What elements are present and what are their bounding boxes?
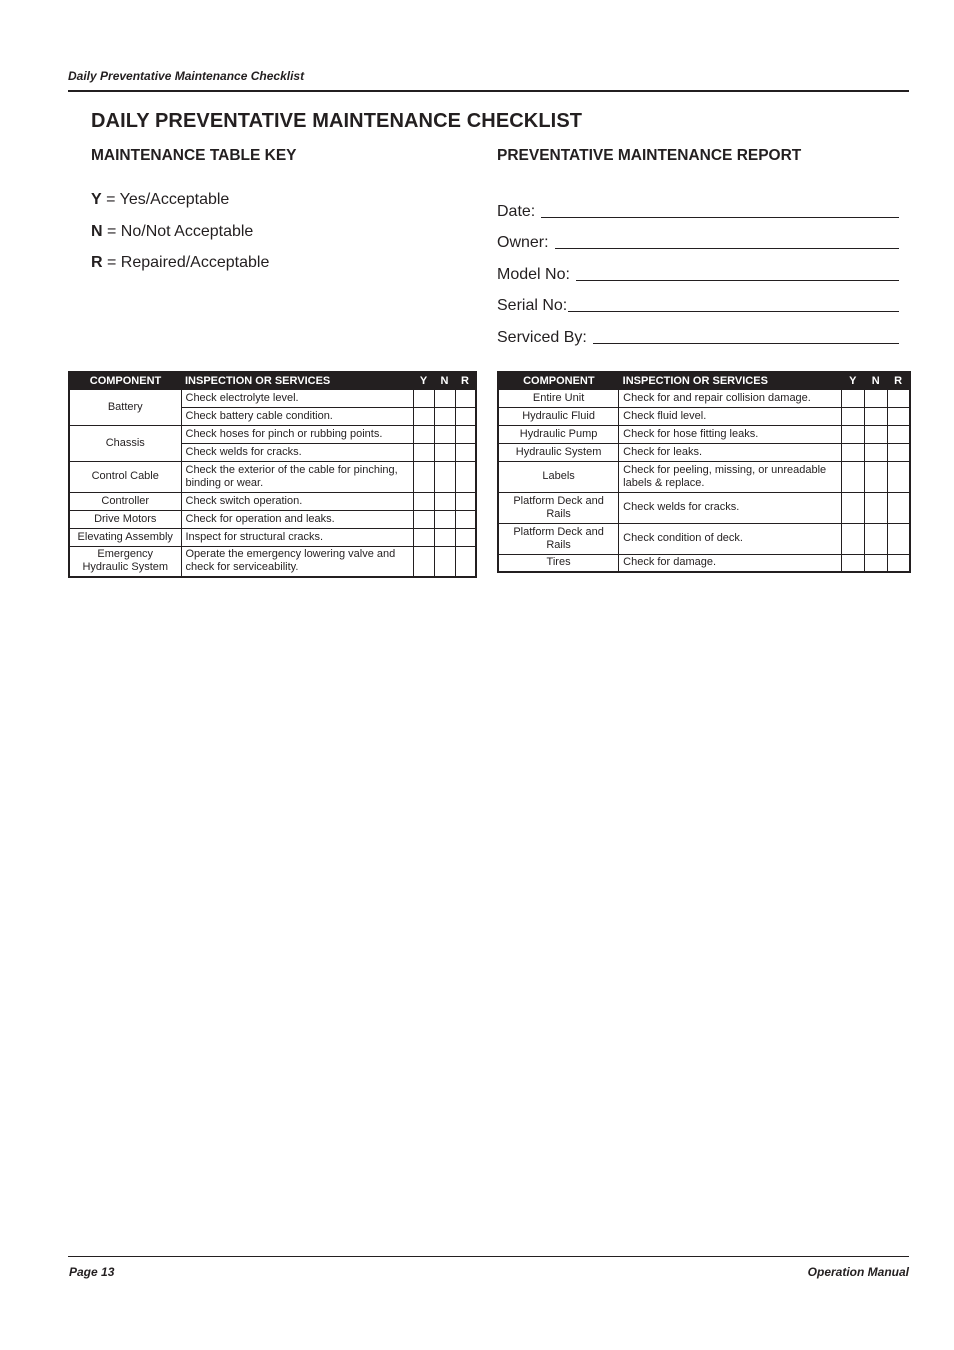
manual-title: Operation Manual bbox=[807, 1265, 909, 1279]
table-row: Entire Unit Check for and repair collision damage. bbox=[498, 389, 910, 407]
checkbox-n[interactable] bbox=[864, 523, 887, 554]
checkbox-y[interactable] bbox=[841, 523, 864, 554]
checkbox-r[interactable] bbox=[887, 389, 910, 407]
report-fields bbox=[497, 190, 899, 348]
checkbox-r[interactable] bbox=[887, 443, 910, 461]
table-row: Battery Check electrolyte level. bbox=[69, 389, 476, 407]
checkbox-y[interactable] bbox=[841, 443, 864, 461]
checkbox-y[interactable] bbox=[841, 492, 864, 523]
checkbox-n[interactable] bbox=[434, 407, 455, 425]
key-item-n: N = No/Not Acceptable bbox=[91, 222, 254, 240]
table-row: Tires Check for damage. bbox=[498, 554, 910, 572]
checkbox-n[interactable] bbox=[434, 425, 455, 443]
checkbox-y[interactable] bbox=[841, 407, 864, 425]
running-header: Daily Preventative Maintenance Checklist bbox=[68, 69, 305, 83]
checkbox-r[interactable] bbox=[455, 461, 476, 492]
checkbox-y[interactable] bbox=[841, 425, 864, 443]
table-row: Hydraulic System Check for leaks. bbox=[498, 443, 910, 461]
table-row: Elevating Assembly Inspect for structural cracks. bbox=[69, 528, 476, 546]
checkbox-n[interactable] bbox=[434, 443, 455, 461]
checkbox-y[interactable] bbox=[413, 546, 434, 577]
serviced-by-field[interactable]: Serviced By: bbox=[497, 316, 899, 348]
checkbox-y[interactable] bbox=[413, 528, 434, 546]
checkbox-n[interactable] bbox=[434, 461, 455, 492]
header-rule bbox=[68, 90, 909, 92]
table-row: Chassis Check hoses for pinch or rubbing points. bbox=[69, 425, 476, 443]
checkbox-r[interactable] bbox=[887, 425, 910, 443]
table-row: Controller Check switch operation. bbox=[69, 492, 476, 510]
table-row: Check welds for cracks. bbox=[69, 443, 476, 461]
model-no-field[interactable]: Model No: bbox=[497, 253, 899, 285]
checkbox-n[interactable] bbox=[864, 492, 887, 523]
checkbox-n[interactable] bbox=[864, 461, 887, 492]
table-row: Labels Check for peeling, missing, or unreadable labels & replace. bbox=[498, 461, 910, 492]
page-title: DAILY PREVENTATIVE MAINTENANCE CHECKLIST bbox=[91, 110, 583, 132]
checkbox-y[interactable] bbox=[841, 461, 864, 492]
checkbox-y[interactable] bbox=[841, 389, 864, 407]
checkbox-n[interactable] bbox=[864, 443, 887, 461]
checkbox-r[interactable] bbox=[455, 528, 476, 546]
checkbox-n[interactable] bbox=[864, 389, 887, 407]
checkbox-r[interactable] bbox=[455, 492, 476, 510]
checklist-table-left bbox=[68, 371, 477, 578]
checkbox-r[interactable] bbox=[455, 443, 476, 461]
date-blank[interactable] bbox=[541, 217, 899, 218]
checkbox-n[interactable] bbox=[434, 510, 455, 528]
checkbox-r[interactable] bbox=[887, 554, 910, 572]
serial-no-field[interactable]: Serial No: bbox=[497, 285, 899, 317]
checkbox-n[interactable] bbox=[864, 407, 887, 425]
maintenance-key bbox=[91, 190, 269, 285]
model-no-blank[interactable] bbox=[576, 280, 899, 281]
table-row: Check battery cable condition. bbox=[69, 407, 476, 425]
table-header-row: COMPONENT INSPECTION OR SERVICES Y N R bbox=[498, 372, 910, 389]
checkbox-n[interactable] bbox=[434, 546, 455, 577]
checkbox-r[interactable] bbox=[455, 389, 476, 407]
checkbox-r[interactable] bbox=[887, 523, 910, 554]
date-field[interactable]: Date: bbox=[497, 190, 899, 222]
page-number: Page 13 bbox=[69, 1265, 115, 1279]
table-row: Control Cable Check the exterior of the cable for pinching, binding or wear. bbox=[69, 461, 476, 492]
table-row: Hydraulic Pump Check for hose fitting leaks. bbox=[498, 425, 910, 443]
table-row: Emergency Hydraulic System Operate the emergency lowering valve and check for serviceability. bbox=[69, 546, 476, 577]
checkbox-r[interactable] bbox=[887, 461, 910, 492]
checkbox-y[interactable] bbox=[413, 510, 434, 528]
owner-blank[interactable] bbox=[555, 248, 899, 249]
checkbox-n[interactable] bbox=[434, 492, 455, 510]
serial-no-blank[interactable] bbox=[568, 311, 899, 312]
table-header-row: COMPONENT INSPECTION OR SERVICES Y N R bbox=[69, 372, 476, 389]
checkbox-n[interactable] bbox=[864, 554, 887, 572]
checkbox-r[interactable] bbox=[455, 407, 476, 425]
checklist-table-right bbox=[497, 371, 911, 573]
checkbox-n[interactable] bbox=[434, 389, 455, 407]
table-row: Platform Deck and Rails Check welds for cracks. bbox=[498, 492, 910, 523]
footer-rule bbox=[68, 1256, 909, 1257]
checkbox-r[interactable] bbox=[455, 510, 476, 528]
checkbox-n[interactable] bbox=[864, 425, 887, 443]
checkbox-y[interactable] bbox=[413, 443, 434, 461]
table-row: Hydraulic Fluid Check fluid level. bbox=[498, 407, 910, 425]
checkbox-n[interactable] bbox=[434, 528, 455, 546]
table-row: Drive Motors Check for operation and leaks. bbox=[69, 510, 476, 528]
serviced-by-blank[interactable] bbox=[593, 343, 899, 344]
key-item-r: R = Repaired/Acceptable bbox=[91, 254, 270, 271]
checkbox-y[interactable] bbox=[413, 389, 434, 407]
key-title: MAINTENANCE TABLE KEY bbox=[91, 147, 297, 164]
report-title: PREVENTATIVE MAINTENANCE REPORT bbox=[497, 147, 802, 164]
key-item-y: Y = Yes/Acceptable bbox=[91, 191, 230, 208]
checkbox-y[interactable] bbox=[413, 425, 434, 443]
checkbox-y[interactable] bbox=[413, 407, 434, 425]
checkbox-y[interactable] bbox=[413, 492, 434, 510]
checkbox-r[interactable] bbox=[455, 425, 476, 443]
checkbox-r[interactable] bbox=[455, 546, 476, 577]
checkbox-r[interactable] bbox=[887, 407, 910, 425]
owner-field[interactable]: Owner: bbox=[497, 222, 899, 254]
checkbox-r[interactable] bbox=[887, 492, 910, 523]
checkbox-y[interactable] bbox=[841, 554, 864, 572]
table-row: Platform Deck and Rails Check condition of deck. bbox=[498, 523, 910, 554]
checkbox-y[interactable] bbox=[413, 461, 434, 492]
